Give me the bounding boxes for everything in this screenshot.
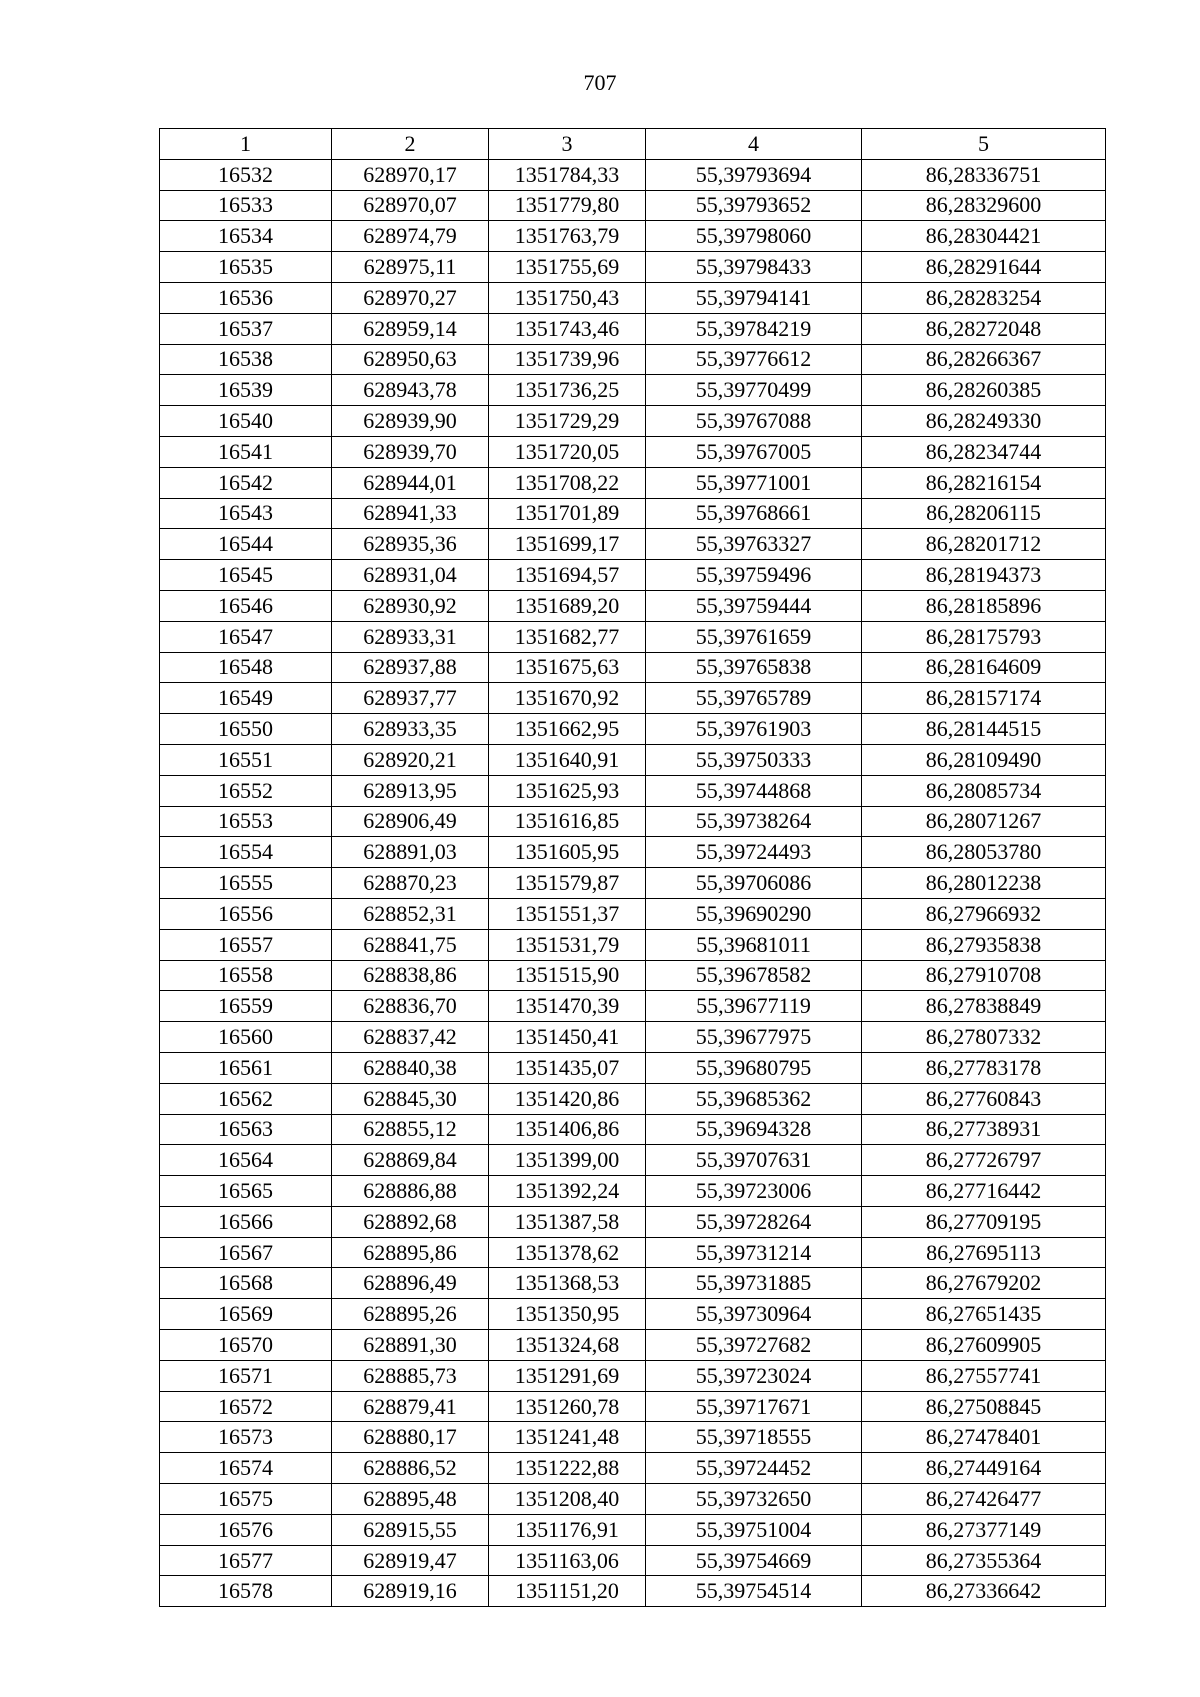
y-coordinate-cell: 1351739,96 [489, 344, 646, 375]
table-body [160, 159, 1106, 1606]
longitude-cell: 86,27478401 [862, 1422, 1106, 1453]
point-number-cell: 16562 [160, 1083, 332, 1114]
latitude-cell: 55,39793694 [646, 159, 862, 190]
column-header-5: 5 [862, 129, 1106, 160]
longitude-cell: 86,28234744 [862, 436, 1106, 467]
x-coordinate-cell: 628836,70 [332, 991, 489, 1022]
x-coordinate-cell: 628886,88 [332, 1176, 489, 1207]
latitude-cell: 55,39730964 [646, 1299, 862, 1330]
x-coordinate-cell: 628841,75 [332, 929, 489, 960]
table-row [160, 1514, 1106, 1545]
latitude-cell: 55,39759444 [646, 590, 862, 621]
table-row [160, 775, 1106, 806]
latitude-cell: 55,39727682 [646, 1330, 862, 1361]
point-number-cell: 16533 [160, 190, 332, 221]
x-coordinate-cell: 628930,92 [332, 590, 489, 621]
y-coordinate-cell: 1351392,24 [489, 1176, 646, 1207]
table-row [160, 159, 1106, 190]
point-number-cell: 16561 [160, 1052, 332, 1083]
x-coordinate-cell: 628974,79 [332, 221, 489, 252]
point-number-cell: 16552 [160, 775, 332, 806]
x-coordinate-cell: 628935,36 [332, 529, 489, 560]
point-number-cell: 16534 [160, 221, 332, 252]
table-row [160, 1206, 1106, 1237]
table-row [160, 714, 1106, 745]
y-coordinate-cell: 1351699,17 [489, 529, 646, 560]
x-coordinate-cell: 628950,63 [332, 344, 489, 375]
table-row [160, 621, 1106, 652]
longitude-cell: 86,28194373 [862, 560, 1106, 591]
x-coordinate-cell: 628970,27 [332, 282, 489, 313]
y-coordinate-cell: 1351625,93 [489, 775, 646, 806]
longitude-cell: 86,27709195 [862, 1206, 1106, 1237]
point-number-cell: 16548 [160, 652, 332, 683]
latitude-cell: 55,39690290 [646, 898, 862, 929]
table-row [160, 1176, 1106, 1207]
point-number-cell: 16564 [160, 1145, 332, 1176]
longitude-cell: 86,28329600 [862, 190, 1106, 221]
x-coordinate-cell: 628919,47 [332, 1545, 489, 1576]
point-number-cell: 16539 [160, 375, 332, 406]
point-number-cell: 16556 [160, 898, 332, 929]
longitude-cell: 86,28260385 [862, 375, 1106, 406]
x-coordinate-cell: 628937,77 [332, 683, 489, 714]
y-coordinate-cell: 1351399,00 [489, 1145, 646, 1176]
latitude-cell: 55,39794141 [646, 282, 862, 313]
point-number-cell: 16568 [160, 1268, 332, 1299]
longitude-cell: 86,27783178 [862, 1052, 1106, 1083]
table-row [160, 313, 1106, 344]
point-number-cell: 16546 [160, 590, 332, 621]
point-number-cell: 16547 [160, 621, 332, 652]
table-row [160, 652, 1106, 683]
longitude-cell: 86,28053780 [862, 837, 1106, 868]
longitude-cell: 86,27935838 [862, 929, 1106, 960]
y-coordinate-cell: 1351378,62 [489, 1237, 646, 1268]
point-number-cell: 16574 [160, 1453, 332, 1484]
y-coordinate-cell: 1351750,43 [489, 282, 646, 313]
point-number-cell: 16565 [160, 1176, 332, 1207]
point-number-cell: 16559 [160, 991, 332, 1022]
point-number-cell: 16577 [160, 1545, 332, 1576]
y-coordinate-cell: 1351515,90 [489, 960, 646, 991]
latitude-cell: 55,39784219 [646, 313, 862, 344]
point-number-cell: 16540 [160, 406, 332, 437]
point-number-cell: 16557 [160, 929, 332, 960]
x-coordinate-cell: 628933,31 [332, 621, 489, 652]
x-coordinate-cell: 628920,21 [332, 744, 489, 775]
point-number-cell: 16560 [160, 1022, 332, 1053]
latitude-cell: 55,39732650 [646, 1484, 862, 1515]
y-coordinate-cell: 1351670,92 [489, 683, 646, 714]
latitude-cell: 55,39738264 [646, 806, 862, 837]
y-coordinate-cell: 1351387,58 [489, 1206, 646, 1237]
x-coordinate-cell: 628886,52 [332, 1453, 489, 1484]
table-row [160, 221, 1106, 252]
table-row [160, 1422, 1106, 1453]
longitude-cell: 86,28012238 [862, 868, 1106, 899]
x-coordinate-cell: 628855,12 [332, 1114, 489, 1145]
longitude-cell: 86,28266367 [862, 344, 1106, 375]
table-row [160, 375, 1106, 406]
longitude-cell: 86,27966932 [862, 898, 1106, 929]
table-row [160, 683, 1106, 714]
latitude-cell: 55,39793652 [646, 190, 862, 221]
y-coordinate-cell: 1351675,63 [489, 652, 646, 683]
latitude-cell: 55,39724493 [646, 837, 862, 868]
header-row [160, 129, 1106, 160]
longitude-cell: 86,27679202 [862, 1268, 1106, 1299]
point-number-cell: 16571 [160, 1360, 332, 1391]
y-coordinate-cell: 1351420,86 [489, 1083, 646, 1114]
column-header-4: 4 [646, 129, 862, 160]
point-number-cell: 16573 [160, 1422, 332, 1453]
table-row [160, 1453, 1106, 1484]
point-number-cell: 16555 [160, 868, 332, 899]
longitude-cell: 86,28216154 [862, 467, 1106, 498]
longitude-cell: 86,27426477 [862, 1484, 1106, 1515]
longitude-cell: 86,28283254 [862, 282, 1106, 313]
latitude-cell: 55,39685362 [646, 1083, 862, 1114]
table-row [160, 252, 1106, 283]
x-coordinate-cell: 628837,42 [332, 1022, 489, 1053]
y-coordinate-cell: 1351579,87 [489, 868, 646, 899]
x-coordinate-cell: 628896,49 [332, 1268, 489, 1299]
latitude-cell: 55,39718555 [646, 1422, 862, 1453]
y-coordinate-cell: 1351406,86 [489, 1114, 646, 1145]
longitude-cell: 86,27760843 [862, 1083, 1106, 1114]
longitude-cell: 86,28206115 [862, 498, 1106, 529]
table-row [160, 1052, 1106, 1083]
longitude-cell: 86,27557741 [862, 1360, 1106, 1391]
point-number-cell: 16535 [160, 252, 332, 283]
y-coordinate-cell: 1351682,77 [489, 621, 646, 652]
table-row [160, 898, 1106, 929]
table-row [160, 467, 1106, 498]
point-number-cell: 16563 [160, 1114, 332, 1145]
point-number-cell: 16558 [160, 960, 332, 991]
point-number-cell: 16542 [160, 467, 332, 498]
longitude-cell: 86,28185896 [862, 590, 1106, 621]
longitude-cell: 86,27336642 [862, 1576, 1106, 1607]
table-row [160, 1237, 1106, 1268]
table-row [160, 1299, 1106, 1330]
y-coordinate-cell: 1351222,88 [489, 1453, 646, 1484]
longitude-cell: 86,27355364 [862, 1545, 1106, 1576]
x-coordinate-cell: 628944,01 [332, 467, 489, 498]
table-row [160, 282, 1106, 313]
x-coordinate-cell: 628939,70 [332, 436, 489, 467]
latitude-cell: 55,39751004 [646, 1514, 862, 1545]
latitude-cell: 55,39754669 [646, 1545, 862, 1576]
longitude-cell: 86,28291644 [862, 252, 1106, 283]
x-coordinate-cell: 628891,30 [332, 1330, 489, 1361]
longitude-cell: 86,27716442 [862, 1176, 1106, 1207]
latitude-cell: 55,39759496 [646, 560, 862, 591]
latitude-cell: 55,39765838 [646, 652, 862, 683]
y-coordinate-cell: 1351736,25 [489, 375, 646, 406]
table-row [160, 498, 1106, 529]
y-coordinate-cell: 1351605,95 [489, 837, 646, 868]
point-number-cell: 16541 [160, 436, 332, 467]
x-coordinate-cell: 628895,48 [332, 1484, 489, 1515]
table-row [160, 1268, 1106, 1299]
longitude-cell: 86,28175793 [862, 621, 1106, 652]
point-number-cell: 16538 [160, 344, 332, 375]
x-coordinate-cell: 628895,26 [332, 1299, 489, 1330]
latitude-cell: 55,39680795 [646, 1052, 862, 1083]
column-header-3: 3 [489, 129, 646, 160]
longitude-cell: 86,28157174 [862, 683, 1106, 714]
y-coordinate-cell: 1351640,91 [489, 744, 646, 775]
latitude-cell: 55,39761903 [646, 714, 862, 745]
y-coordinate-cell: 1351763,79 [489, 221, 646, 252]
latitude-cell: 55,39731885 [646, 1268, 862, 1299]
y-coordinate-cell: 1351163,06 [489, 1545, 646, 1576]
table-row [160, 806, 1106, 837]
table-row [160, 1022, 1106, 1053]
y-coordinate-cell: 1351755,69 [489, 252, 646, 283]
x-coordinate-cell: 628845,30 [332, 1083, 489, 1114]
latitude-cell: 55,39750333 [646, 744, 862, 775]
point-number-cell: 16545 [160, 560, 332, 591]
table-row [160, 960, 1106, 991]
y-coordinate-cell: 1351291,69 [489, 1360, 646, 1391]
table-row [160, 868, 1106, 899]
latitude-cell: 55,39717671 [646, 1391, 862, 1422]
y-coordinate-cell: 1351616,85 [489, 806, 646, 837]
longitude-cell: 86,27651435 [862, 1299, 1106, 1330]
table-row [160, 1330, 1106, 1361]
table-row [160, 1145, 1106, 1176]
latitude-cell: 55,39706086 [646, 868, 862, 899]
y-coordinate-cell: 1351779,80 [489, 190, 646, 221]
x-coordinate-cell: 628895,86 [332, 1237, 489, 1268]
longitude-cell: 86,28144515 [862, 714, 1106, 745]
latitude-cell: 55,39761659 [646, 621, 862, 652]
y-coordinate-cell: 1351208,40 [489, 1484, 646, 1515]
x-coordinate-cell: 628931,04 [332, 560, 489, 591]
point-number-cell: 16576 [160, 1514, 332, 1545]
latitude-cell: 55,39768661 [646, 498, 862, 529]
coordinates-table [159, 128, 1106, 1607]
longitude-cell: 86,28249330 [862, 406, 1106, 437]
latitude-cell: 55,39754514 [646, 1576, 862, 1607]
column-header-1: 1 [160, 129, 332, 160]
longitude-cell: 86,28109490 [862, 744, 1106, 775]
table-header [160, 129, 1106, 160]
latitude-cell: 55,39728264 [646, 1206, 862, 1237]
latitude-cell: 55,39765789 [646, 683, 862, 714]
latitude-cell: 55,39707631 [646, 1145, 862, 1176]
table-row [160, 529, 1106, 560]
x-coordinate-cell: 628879,41 [332, 1391, 489, 1422]
x-coordinate-cell: 628959,14 [332, 313, 489, 344]
x-coordinate-cell: 628941,33 [332, 498, 489, 529]
longitude-cell: 86,28336751 [862, 159, 1106, 190]
x-coordinate-cell: 628906,49 [332, 806, 489, 837]
longitude-cell: 86,27377149 [862, 1514, 1106, 1545]
point-number-cell: 16549 [160, 683, 332, 714]
point-number-cell: 16543 [160, 498, 332, 529]
table-row [160, 837, 1106, 868]
y-coordinate-cell: 1351350,95 [489, 1299, 646, 1330]
y-coordinate-cell: 1351743,46 [489, 313, 646, 344]
y-coordinate-cell: 1351689,20 [489, 590, 646, 621]
point-number-cell: 16544 [160, 529, 332, 560]
table-row [160, 929, 1106, 960]
table-row [160, 190, 1106, 221]
latitude-cell: 55,39763327 [646, 529, 862, 560]
table-row [160, 590, 1106, 621]
y-coordinate-cell: 1351694,57 [489, 560, 646, 591]
x-coordinate-cell: 628915,55 [332, 1514, 489, 1545]
longitude-cell: 86,28272048 [862, 313, 1106, 344]
y-coordinate-cell: 1351720,05 [489, 436, 646, 467]
longitude-cell: 86,28164609 [862, 652, 1106, 683]
x-coordinate-cell: 628919,16 [332, 1576, 489, 1607]
table-row [160, 560, 1106, 591]
y-coordinate-cell: 1351662,95 [489, 714, 646, 745]
point-number-cell: 16551 [160, 744, 332, 775]
y-coordinate-cell: 1351729,29 [489, 406, 646, 437]
latitude-cell: 55,39724452 [646, 1453, 862, 1484]
latitude-cell: 55,39678582 [646, 960, 862, 991]
table-row [160, 991, 1106, 1022]
point-number-cell: 16553 [160, 806, 332, 837]
y-coordinate-cell: 1351176,91 [489, 1514, 646, 1545]
point-number-cell: 16567 [160, 1237, 332, 1268]
x-coordinate-cell: 628880,17 [332, 1422, 489, 1453]
latitude-cell: 55,39677119 [646, 991, 862, 1022]
point-number-cell: 16536 [160, 282, 332, 313]
point-number-cell: 16554 [160, 837, 332, 868]
y-coordinate-cell: 1351701,89 [489, 498, 646, 529]
x-coordinate-cell: 628913,95 [332, 775, 489, 806]
point-number-cell: 16550 [160, 714, 332, 745]
y-coordinate-cell: 1351708,22 [489, 467, 646, 498]
x-coordinate-cell: 628869,84 [332, 1145, 489, 1176]
x-coordinate-cell: 628937,88 [332, 652, 489, 683]
x-coordinate-cell: 628891,03 [332, 837, 489, 868]
table-row [160, 1114, 1106, 1145]
latitude-cell: 55,39723024 [646, 1360, 862, 1391]
longitude-cell: 86,28071267 [862, 806, 1106, 837]
longitude-cell: 86,27508845 [862, 1391, 1106, 1422]
x-coordinate-cell: 628975,11 [332, 252, 489, 283]
y-coordinate-cell: 1351450,41 [489, 1022, 646, 1053]
longitude-cell: 86,28201712 [862, 529, 1106, 560]
latitude-cell: 55,39694328 [646, 1114, 862, 1145]
latitude-cell: 55,39723006 [646, 1176, 862, 1207]
table-row [160, 1545, 1106, 1576]
x-coordinate-cell: 628970,07 [332, 190, 489, 221]
x-coordinate-cell: 628852,31 [332, 898, 489, 929]
table-row [160, 436, 1106, 467]
x-coordinate-cell: 628892,68 [332, 1206, 489, 1237]
point-number-cell: 16569 [160, 1299, 332, 1330]
longitude-cell: 86,27807332 [862, 1022, 1106, 1053]
latitude-cell: 55,39677975 [646, 1022, 862, 1053]
latitude-cell: 55,39776612 [646, 344, 862, 375]
y-coordinate-cell: 1351324,68 [489, 1330, 646, 1361]
x-coordinate-cell: 628838,86 [332, 960, 489, 991]
longitude-cell: 86,27726797 [862, 1145, 1106, 1176]
latitude-cell: 55,39798060 [646, 221, 862, 252]
y-coordinate-cell: 1351260,78 [489, 1391, 646, 1422]
table-row [160, 1391, 1106, 1422]
point-number-cell: 16566 [160, 1206, 332, 1237]
point-number-cell: 16572 [160, 1391, 332, 1422]
table-row [160, 1360, 1106, 1391]
x-coordinate-cell: 628943,78 [332, 375, 489, 406]
table-row [160, 1083, 1106, 1114]
point-number-cell: 16537 [160, 313, 332, 344]
latitude-cell: 55,39798433 [646, 252, 862, 283]
table-row [160, 1484, 1106, 1515]
point-number-cell: 16578 [160, 1576, 332, 1607]
x-coordinate-cell: 628885,73 [332, 1360, 489, 1391]
latitude-cell: 55,39681011 [646, 929, 862, 960]
x-coordinate-cell: 628939,90 [332, 406, 489, 437]
point-number-cell: 16570 [160, 1330, 332, 1361]
page-number: 707 [583, 70, 617, 95]
y-coordinate-cell: 1351151,20 [489, 1576, 646, 1607]
x-coordinate-cell: 628870,23 [332, 868, 489, 899]
latitude-cell: 55,39767088 [646, 406, 862, 437]
y-coordinate-cell: 1351531,79 [489, 929, 646, 960]
table-row [160, 406, 1106, 437]
table-row [160, 744, 1106, 775]
latitude-cell: 55,39731214 [646, 1237, 862, 1268]
longitude-cell: 86,27838849 [862, 991, 1106, 1022]
y-coordinate-cell: 1351368,53 [489, 1268, 646, 1299]
x-coordinate-cell: 628970,17 [332, 159, 489, 190]
longitude-cell: 86,27449164 [862, 1453, 1106, 1484]
y-coordinate-cell: 1351551,37 [489, 898, 646, 929]
latitude-cell: 55,39770499 [646, 375, 862, 406]
x-coordinate-cell: 628933,35 [332, 714, 489, 745]
point-number-cell: 16532 [160, 159, 332, 190]
longitude-cell: 86,27910708 [862, 960, 1106, 991]
column-header-2: 2 [332, 129, 489, 160]
longitude-cell: 86,27609905 [862, 1330, 1106, 1361]
longitude-cell: 86,28085734 [862, 775, 1106, 806]
table-row [160, 1576, 1106, 1607]
y-coordinate-cell: 1351470,39 [489, 991, 646, 1022]
latitude-cell: 55,39771001 [646, 467, 862, 498]
y-coordinate-cell: 1351435,07 [489, 1052, 646, 1083]
table-row [160, 344, 1106, 375]
point-number-cell: 16575 [160, 1484, 332, 1515]
latitude-cell: 55,39767005 [646, 436, 862, 467]
longitude-cell: 86,28304421 [862, 221, 1106, 252]
x-coordinate-cell: 628840,38 [332, 1052, 489, 1083]
y-coordinate-cell: 1351241,48 [489, 1422, 646, 1453]
latitude-cell: 55,39744868 [646, 775, 862, 806]
longitude-cell: 86,27738931 [862, 1114, 1106, 1145]
longitude-cell: 86,27695113 [862, 1237, 1106, 1268]
y-coordinate-cell: 1351784,33 [489, 159, 646, 190]
